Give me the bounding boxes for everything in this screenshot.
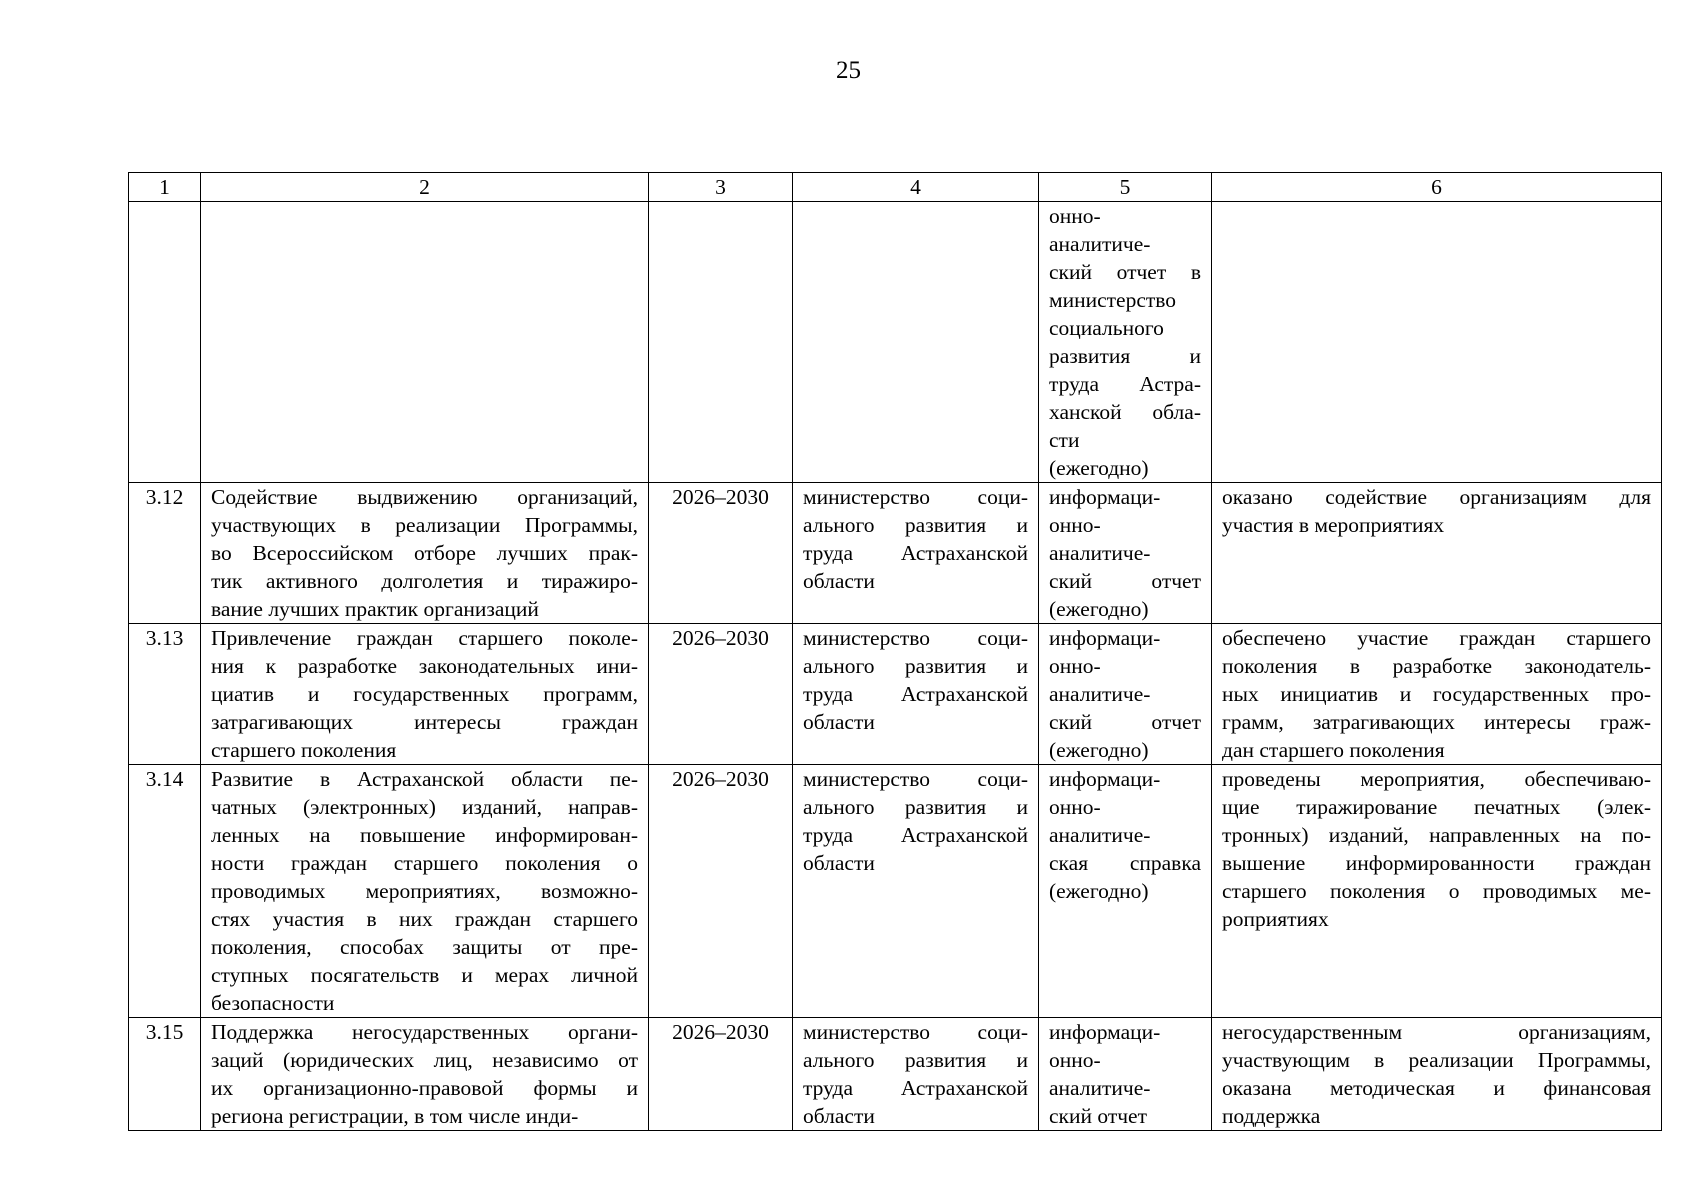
result-cell [1212, 624, 1662, 765]
cell-text-line: онно- [1049, 795, 1101, 819]
result-cell [1212, 202, 1662, 483]
item-number: 3.15 [129, 1018, 201, 1131]
cell-text-line: проводимых мероприятиях, возможно- [211, 879, 638, 903]
cell-text-line: чатных (электронных) изданий, направ- [211, 795, 638, 819]
cell-text-line: участвующих в реализации Программы, [211, 513, 638, 537]
result-cell [1212, 765, 1662, 1018]
period-cell: 2026–2030 [649, 765, 793, 1018]
cell-text-line: информаци- [1049, 1020, 1161, 1044]
cell-text-line: информаци- [1049, 767, 1161, 791]
cell-text-line: (ежегодно) [1049, 456, 1149, 480]
executor-cell [793, 202, 1039, 483]
cell-text-line: роприятиях [1222, 907, 1329, 931]
cell-text-line: сти [1049, 428, 1080, 452]
cell-text-line: аналитиче- [1049, 682, 1151, 706]
cell-text-line: области [803, 851, 875, 875]
cell-text-line: труда Астраханской [803, 541, 1028, 565]
cell-text-line: онно- [1049, 654, 1101, 678]
cell-text-line: ская справка [1049, 851, 1201, 875]
table-row [129, 483, 1662, 624]
cell-text-line: области [803, 569, 875, 593]
cell-text-line: старшего поколения [211, 738, 397, 762]
cell-text-line: социального [1049, 316, 1164, 340]
cell-text-line: оказана методическая и финансовая [1222, 1076, 1651, 1100]
cell-text-line: онно- [1049, 513, 1101, 537]
cell-text-line: проведены мероприятия, обеспечиваю- [1222, 767, 1651, 791]
cell-text-line: аналитиче- [1049, 541, 1151, 565]
table-row [129, 1018, 1662, 1131]
cell-text-line: оказано содействие организациям для [1222, 485, 1651, 509]
item-number: 3.14 [129, 765, 201, 1018]
cell-text-line: аналитиче- [1049, 232, 1151, 256]
column-header: 2 [201, 173, 649, 202]
cell-text-line: области [803, 710, 875, 734]
period-cell [649, 202, 793, 483]
cell-text-line: дан старшего поколения [1222, 738, 1445, 762]
column-header: 1 [129, 173, 201, 202]
cell-text-line: информаци- [1049, 626, 1161, 650]
cell-text-line: Развитие в Астраханской области пе- [211, 767, 638, 791]
cell-text-line: затрагивающих интересы граждан [211, 710, 638, 734]
period-cell: 2026–2030 [649, 1018, 793, 1131]
cell-text-line: их организационно-правовой формы и [211, 1076, 638, 1100]
cell-text-line: министерство соци- [803, 767, 1028, 791]
cell-text-line: грамм, затрагивающих интересы граж- [1222, 710, 1651, 734]
cell-text-line: заций (юридических лиц, независимо от [211, 1048, 638, 1072]
column-header: 3 [649, 173, 793, 202]
cell-text-line: тик активного долголетия и тиражиро- [211, 569, 638, 593]
cell-text-line: онно- [1049, 204, 1101, 228]
cell-text-line: участвующим в реализации Программы, [1222, 1048, 1651, 1072]
measure-cell [201, 1018, 649, 1131]
cell-text-line: труда Астраханской [803, 1076, 1028, 1100]
column-header: 6 [1212, 173, 1662, 202]
cell-text-line: ский отчет в [1049, 260, 1201, 284]
cell-text-line: поддержка [1222, 1104, 1321, 1128]
executor-cell [793, 1018, 1039, 1131]
cell-text-line: труда Астраханской [803, 823, 1028, 847]
cell-text-line: Поддержка негосударственных органи- [211, 1020, 638, 1044]
cell-text-line: циатив и государственных программ, [211, 682, 638, 706]
column-header: 5 [1039, 173, 1212, 202]
measure-cell [201, 202, 649, 483]
cell-text-line: ния к разработке законодательных ини- [211, 654, 638, 678]
cell-text-line: труда Астра- [1049, 372, 1201, 396]
cell-text-line: ханской обла- [1049, 400, 1201, 424]
cell-text-line: (ежегодно) [1049, 738, 1149, 762]
cell-text-line: аналитиче- [1049, 1076, 1151, 1100]
cell-text-line: Содействие выдвижению организаций, [211, 485, 638, 509]
cell-text-line: онно- [1049, 1048, 1101, 1072]
result-cell [1212, 483, 1662, 624]
measure-cell [201, 624, 649, 765]
table-row [129, 624, 1662, 765]
cell-text-line: министерство соци- [803, 626, 1028, 650]
cell-text-line: министерство соци- [803, 485, 1028, 509]
cell-text-line: (ежегодно) [1049, 597, 1149, 621]
control-form-cell [1039, 624, 1212, 765]
period-cell: 2026–2030 [649, 624, 793, 765]
cell-text-line: ленных на повышение информирован- [211, 823, 638, 847]
cell-text-line: ступных посягательств и мерах личной [211, 963, 638, 987]
cell-text-line: обеспечено участие граждан старшего [1222, 626, 1651, 650]
table-header-row [129, 173, 1662, 202]
cell-text-line: ального развития и [803, 795, 1028, 819]
executor-cell [793, 765, 1039, 1018]
control-form-cell [1039, 483, 1212, 624]
cell-text-line: тронных) изданий, направленных на по- [1222, 823, 1651, 847]
cell-text-line: аналитиче- [1049, 823, 1151, 847]
cell-text-line: негосударственным организациям, [1222, 1020, 1651, 1044]
cell-text-line: во Всероссийском отборе лучших прак- [211, 541, 638, 565]
executor-cell [793, 624, 1039, 765]
item-number [129, 202, 201, 483]
measure-cell [201, 765, 649, 1018]
period-cell: 2026–2030 [649, 483, 793, 624]
measure-cell [201, 483, 649, 624]
cell-text-line: труда Астраханской [803, 682, 1028, 706]
cell-text-line: вышение информированности граждан [1222, 851, 1651, 875]
control-form-cell [1039, 765, 1212, 1018]
table-row [129, 765, 1662, 1018]
cell-text-line: ального развития и [803, 1048, 1028, 1072]
cell-text-line: министерство [1049, 288, 1177, 312]
cell-text-line: ального развития и [803, 654, 1028, 678]
cell-text-line: участия в мероприятиях [1222, 513, 1445, 537]
cell-text-line: области [803, 1104, 875, 1128]
cell-text-line: щие тиражирование печатных (элек- [1222, 795, 1651, 819]
cell-text-line: министерство соци- [803, 1020, 1028, 1044]
cell-text-line: региона регистрации, в том числе инди- [211, 1104, 579, 1128]
column-header: 4 [793, 173, 1039, 202]
cell-text-line: ский отчет [1049, 1104, 1147, 1128]
control-form-cell [1039, 1018, 1212, 1131]
item-number: 3.13 [129, 624, 201, 765]
cell-text-line: ский отчет [1049, 710, 1201, 734]
result-cell [1212, 1018, 1662, 1131]
executor-cell [793, 483, 1039, 624]
cell-text-line: поколения, способах защиты от пре- [211, 935, 638, 959]
cell-text-line: старшего поколения о проводимых ме- [1222, 879, 1651, 903]
table-row [129, 202, 1662, 483]
cell-text-line: стях участия в них граждан старшего [211, 907, 638, 931]
cell-text-line: вание лучших практик организаций [211, 597, 539, 621]
cell-text-line: ский отчет [1049, 569, 1201, 593]
cell-text-line: развития и [1049, 344, 1201, 368]
cell-text-line: поколения в разработке законодатель- [1222, 654, 1651, 678]
measures-table [128, 172, 1662, 1131]
cell-text-line: безопасности [211, 991, 335, 1015]
cell-text-line: ных инициатив и государственных про- [1222, 682, 1651, 706]
item-number: 3.12 [129, 483, 201, 624]
cell-text-line: информаци- [1049, 485, 1161, 509]
control-form-cell [1039, 202, 1212, 483]
page-number: 25 [836, 57, 861, 84]
cell-text-line: ности граждан старшего поколения о [211, 851, 638, 875]
cell-text-line: ального развития и [803, 513, 1028, 537]
cell-text-line: (ежегодно) [1049, 879, 1149, 903]
cell-text-line: Привлечение граждан старшего поколе- [211, 626, 638, 650]
